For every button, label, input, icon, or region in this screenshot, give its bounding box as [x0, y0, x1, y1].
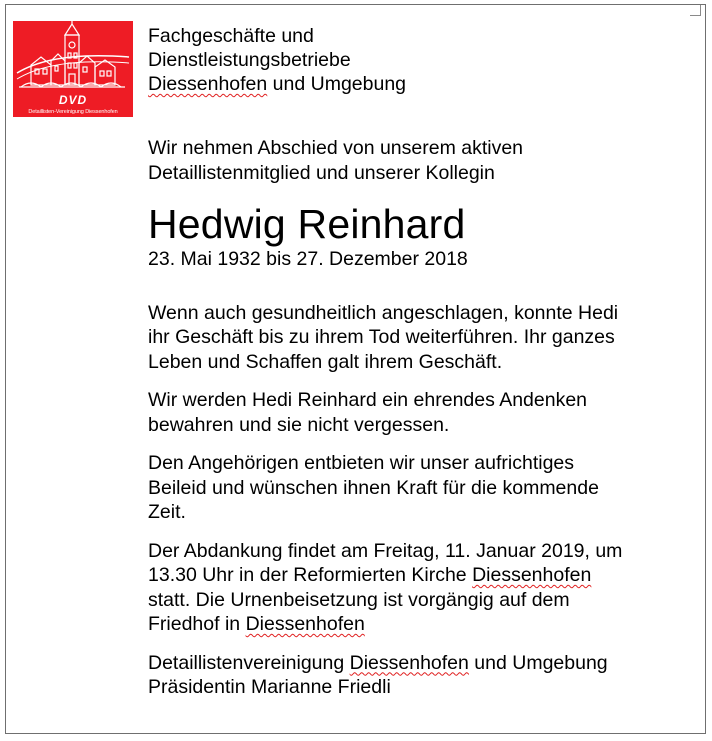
town-name: Diessenhofen: [148, 73, 268, 95]
intro-line-2: Detaillistenmitglied und unserer Kollegin: [148, 161, 495, 184]
signatory: Präsidentin Marianne Friedli: [148, 676, 391, 698]
logo-monogram: DVD: [58, 93, 88, 107]
page-corner-mark: [690, 5, 701, 16]
paragraph-4: Der Abdankung findet am Freitag, 11. Januar 2019, um 13.30 Uhr in der Reformierten Kirche Diessenhofen statt. Die Urnenbeisetzung ist vorgängig auf dem Friedhof in Diessenhofen: [148, 539, 623, 635]
town-name: Diessenhofen: [245, 613, 365, 635]
deceased-name: Hedwig Reinhard: [148, 201, 466, 247]
paragraph-1: Wenn auch gesundheitlich angeschlagen, konnte Hedi ihr Geschäft bis zu ihrem Tod weiterführen. Ihr ganzes Leben und Schaffen galt ihrem Geschäft.: [148, 301, 619, 373]
obituary-text: [148, 24, 698, 700]
header-line-1: Fachgeschäfte und: [148, 25, 314, 47]
paragraph-2: Wir werden Hedi Reinhard ein ehrendes Andenken bewahren und sie nicht vergessen.: [148, 389, 588, 436]
logo-caption: Detaillisten-Vereinigung Diessenhofen: [28, 109, 118, 115]
life-dates: 23. Mai 1932 bis 27. Dezember 2018: [148, 248, 468, 270]
town-name: Diessenhofen: [472, 564, 592, 586]
intro-line-1: Wir nehmen Abschied von unserem aktiven: [148, 137, 524, 159]
signature-block: Detaillistenvereinigung Diessenhofen und Umgebung Präsidentin Marianne Friedli: [148, 651, 698, 700]
document-page: [5, 4, 706, 734]
town-name: Diessenhofen: [349, 651, 469, 674]
dvd-logo: [13, 21, 133, 117]
header-line-2: Dienstleistungsbetriebe: [148, 49, 351, 71]
organization-header: [148, 24, 698, 96]
paragraph-3: Den Angehörigen entbieten wir unser aufrichtiges Beileid und wünschen ihnen Kraft für die kommende Zeit.: [148, 452, 599, 523]
header-line-3: Diessenhofen und Umgebung: [148, 73, 407, 95]
